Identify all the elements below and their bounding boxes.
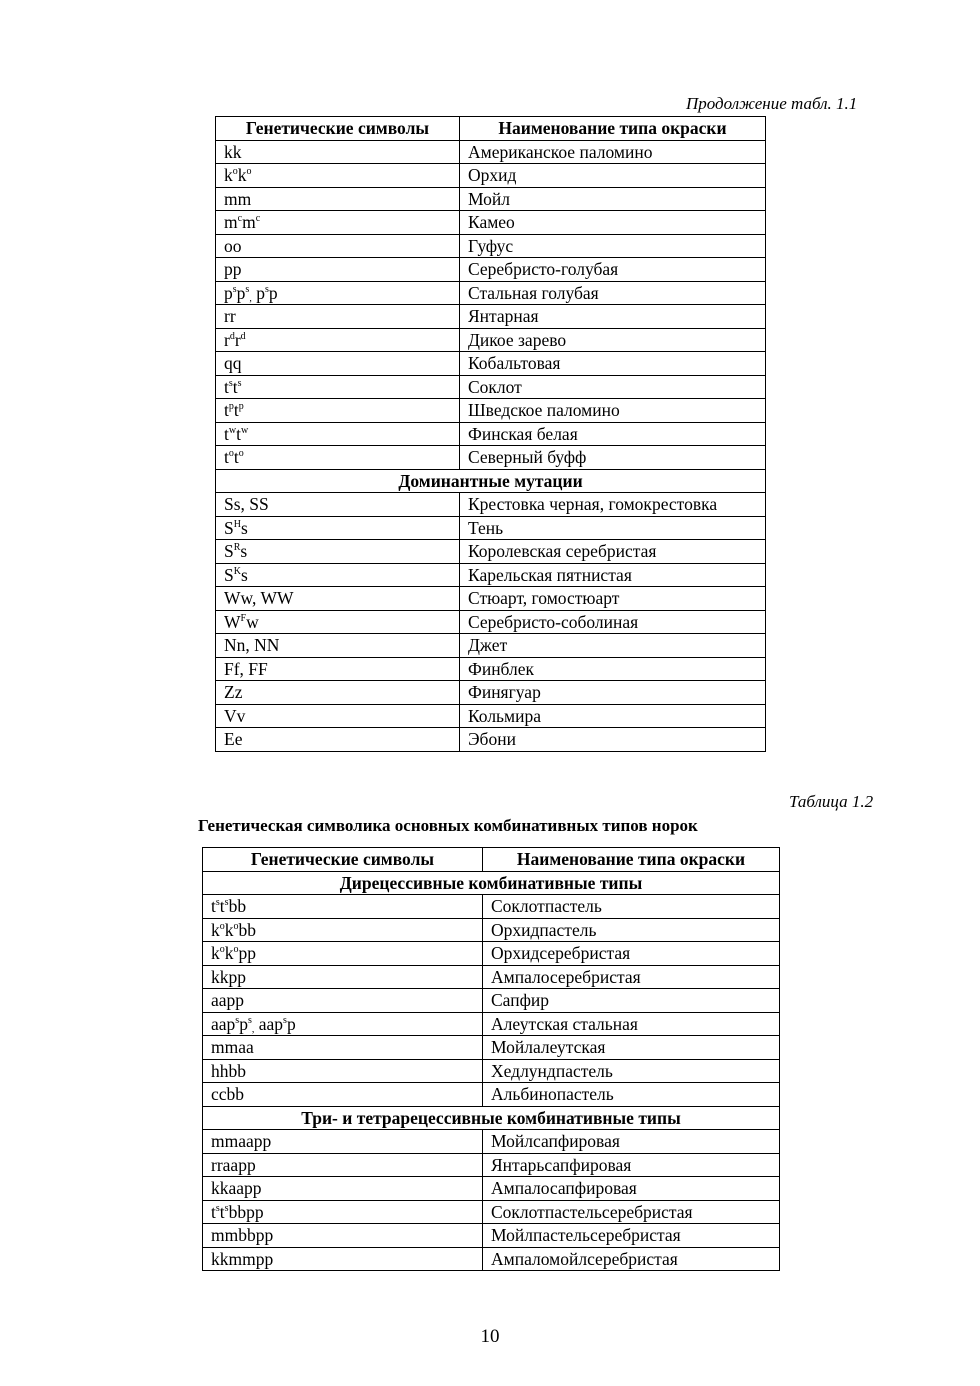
symbol-part: F <box>240 612 247 624</box>
table-row <box>216 704 766 728</box>
table-row <box>203 1083 780 1107</box>
genetic-symbol-cell <box>216 258 460 282</box>
genetic-symbol-cell <box>203 918 483 942</box>
color-name-cell: Эбони <box>460 728 766 752</box>
color-name-cell: Тень <box>460 516 766 540</box>
symbol-part: t <box>236 423 241 444</box>
table2-caption: Таблица 1.2 <box>789 792 874 811</box>
symbol-part: w <box>228 424 237 436</box>
symbol-part: rraapp <box>211 1154 256 1175</box>
genetic-symbol-cell <box>216 704 460 728</box>
symbol-part: Ff, FF <box>224 658 268 679</box>
symbol-part: kk <box>224 141 242 162</box>
table-header-row <box>216 117 766 141</box>
table-row <box>216 187 766 211</box>
symbol-part: bb <box>238 919 256 940</box>
color-name-cell: Алеутская стальная <box>483 1012 780 1036</box>
genetic-symbol-cell <box>216 305 460 329</box>
genetic-symbol-cell <box>203 1130 483 1154</box>
table-section-row <box>203 1106 780 1130</box>
symbol-part: S <box>224 564 234 585</box>
column-header-color-name: Наименование типа окраски <box>483 848 780 872</box>
genetic-symbol-cell <box>216 422 460 446</box>
symbol-part: p <box>239 1013 248 1034</box>
color-name-cell: Финская белая <box>460 422 766 446</box>
color-name-cell: Стальная голубая <box>460 281 766 305</box>
genetic-symbol-cell <box>216 352 460 376</box>
symbol-part: r <box>234 329 241 350</box>
genetic-symbol-cell <box>203 1153 483 1177</box>
symbol-part: k <box>224 943 234 964</box>
symbol-part: s <box>237 377 242 389</box>
table-combinative-types <box>202 847 780 1271</box>
symbol-part: oo <box>224 235 242 256</box>
table-row <box>216 610 766 634</box>
color-name-cell: Орхид <box>460 164 766 188</box>
genetic-symbol-cell <box>203 1200 483 1224</box>
symbol-part: t <box>219 896 225 917</box>
symbol-part: d <box>229 330 235 342</box>
genetic-symbol-cell <box>216 164 460 188</box>
table-row <box>203 895 780 919</box>
color-name-cell: Стюарт, гомостюарт <box>460 587 766 611</box>
symbol-part: Ee <box>224 729 243 750</box>
symbol-part: mm <box>224 188 252 209</box>
color-name-cell: Мойлсапфировая <box>483 1130 780 1154</box>
table-row <box>216 258 766 282</box>
symbol-part: p <box>236 282 246 303</box>
table2-title: Генетическая символика основных комбинативных типов норок <box>198 816 698 835</box>
symbol-part: Zz <box>224 682 243 703</box>
genetic-symbol-cell <box>216 140 460 164</box>
table-row <box>216 234 766 258</box>
color-name-cell: Северный буфф <box>460 446 766 470</box>
symbol-part: t <box>224 400 229 421</box>
genetic-symbol-cell <box>216 610 460 634</box>
symbol-part: c <box>237 213 243 225</box>
color-name-cell: Соклотпастельсеребристая <box>483 1200 780 1224</box>
genetic-symbol-cell <box>216 187 460 211</box>
table-row <box>203 1130 780 1154</box>
color-name-cell: Кольмира <box>460 704 766 728</box>
genetic-symbol-cell <box>203 989 483 1013</box>
symbol-part: t <box>233 400 239 421</box>
genetic-symbol-cell <box>216 681 460 705</box>
genetic-symbol-cell <box>216 281 460 305</box>
section-heading: Доминантные мутации <box>216 469 766 493</box>
symbol-part: s <box>240 564 248 585</box>
color-name-cell: Карельская пятнистая <box>460 563 766 587</box>
color-name-cell: Соклот <box>460 375 766 399</box>
symbol-part: qq <box>224 353 242 374</box>
genetic-symbol-cell <box>203 895 483 919</box>
genetic-symbol-cell <box>216 634 460 658</box>
genetic-symbol-cell <box>203 1059 483 1083</box>
table-color-types <box>215 116 766 752</box>
symbol-part: k <box>237 165 247 186</box>
symbol-part: t <box>211 896 216 917</box>
color-name-cell: Американское паломино <box>460 140 766 164</box>
symbol-part: k <box>211 943 220 964</box>
table1-caption: Продолжение табл. 1.1 <box>686 94 858 113</box>
genetic-symbol-cell <box>203 942 483 966</box>
symbol-part: K <box>233 565 241 577</box>
color-name-cell: Мойлпастельсеребристая <box>483 1224 780 1248</box>
symbol-part: o <box>238 448 244 460</box>
symbol-part: w <box>246 611 259 632</box>
symbol-part: r <box>224 329 230 350</box>
table-row <box>203 1036 780 1060</box>
symbol-part: , <box>251 1023 255 1035</box>
symbol-part: s <box>232 283 237 295</box>
symbol-part: s <box>215 897 220 909</box>
table-section-row <box>216 469 766 493</box>
symbol-part: t <box>224 447 229 468</box>
genetic-symbol-cell <box>216 234 460 258</box>
symbol-part: o <box>246 166 252 178</box>
symbol-part: t <box>233 447 239 468</box>
symbol-part: t <box>224 423 229 444</box>
symbol-part: s <box>283 1014 287 1026</box>
table-row <box>216 446 766 470</box>
color-name-cell: Ампалосеребристая <box>483 965 780 989</box>
color-name-cell: Финблек <box>460 657 766 681</box>
table-row <box>216 493 766 517</box>
genetic-symbol-cell <box>216 587 460 611</box>
symbol-part: kkpp <box>211 966 246 987</box>
symbol-part: Vv <box>224 705 246 726</box>
symbol-part: Nn, NN <box>224 635 280 656</box>
symbol-part: p <box>268 282 278 303</box>
table-row <box>216 399 766 423</box>
symbol-part: t <box>211 1201 216 1222</box>
color-name-cell: Орхидпастель <box>483 918 780 942</box>
symbol-part: R <box>233 542 241 554</box>
genetic-symbol-cell <box>203 1083 483 1107</box>
symbol-part: aap <box>254 1013 284 1034</box>
table-row <box>203 965 780 989</box>
table-row <box>203 1059 780 1083</box>
genetic-symbol-cell <box>203 1012 483 1036</box>
symbol-part: k <box>224 919 234 940</box>
symbol-part: t <box>224 376 229 397</box>
symbol-part: rr <box>224 306 236 327</box>
genetic-symbol-cell <box>216 728 460 752</box>
symbol-part: aap <box>211 1013 236 1034</box>
genetic-symbol-cell <box>216 375 460 399</box>
color-name-cell: Кобальтовая <box>460 352 766 376</box>
genetic-symbol-cell <box>216 446 460 470</box>
table-section-row <box>203 871 780 895</box>
color-name-cell: Серебристо-голубая <box>460 258 766 282</box>
table-row <box>216 328 766 352</box>
genetic-symbol-cell <box>203 1036 483 1060</box>
symbol-part: W <box>224 611 241 632</box>
column-header-symbols: Генетические символы <box>216 117 460 141</box>
genetic-symbol-cell <box>216 493 460 517</box>
table-row <box>203 1200 780 1224</box>
genetic-symbol-cell <box>203 1247 483 1271</box>
table-row <box>216 164 766 188</box>
color-name-cell: Королевская серебристая <box>460 540 766 564</box>
symbol-part: S <box>224 517 234 538</box>
color-name-cell: Шведское паломино <box>460 399 766 423</box>
genetic-symbol-cell <box>203 1177 483 1201</box>
symbol-part: s <box>240 541 248 562</box>
symbol-part: o <box>232 166 238 178</box>
color-name-cell: Мойлалеутская <box>483 1036 780 1060</box>
color-name-cell: Джет <box>460 634 766 658</box>
symbol-part: mmaapp <box>211 1131 272 1152</box>
symbol-part: , <box>249 292 252 304</box>
genetic-symbol-cell <box>216 516 460 540</box>
table-row <box>216 140 766 164</box>
symbol-part: mmbbpp <box>211 1225 274 1246</box>
symbol-part: ccbb <box>211 1084 245 1105</box>
color-name-cell: Ампаломойлсеребристая <box>483 1247 780 1271</box>
symbol-part: pp <box>224 259 242 280</box>
symbol-part: k <box>211 919 220 940</box>
symbol-part: Ww, WW <box>224 588 294 609</box>
genetic-symbol-cell <box>203 965 483 989</box>
color-name-cell: Янтарьсапфировая <box>483 1153 780 1177</box>
table-row <box>216 375 766 399</box>
table-row <box>216 587 766 611</box>
genetic-symbol-cell <box>216 328 460 352</box>
table-row <box>216 305 766 329</box>
table-row <box>216 563 766 587</box>
color-name-cell: Орхидсеребристая <box>483 942 780 966</box>
symbol-part: t <box>219 1201 225 1222</box>
color-name-cell: Сапфир <box>483 989 780 1013</box>
symbol-part: S <box>224 541 234 562</box>
symbol-part: bbpp <box>228 1201 264 1222</box>
symbol-part: p <box>224 282 233 303</box>
symbol-part: o <box>233 920 239 932</box>
symbol-part: s <box>247 1014 252 1026</box>
symbol-part: p <box>286 1013 296 1034</box>
table-row <box>203 1012 780 1036</box>
symbol-part: p <box>251 282 265 303</box>
color-name-cell: Соклотпастель <box>483 895 780 919</box>
color-name-cell: Альбинопастель <box>483 1083 780 1107</box>
table-row <box>216 634 766 658</box>
color-name-cell: Янтарная <box>460 305 766 329</box>
table-row <box>216 211 766 235</box>
table-row <box>203 1177 780 1201</box>
table-row <box>216 681 766 705</box>
symbol-part: pp <box>238 943 256 964</box>
symbol-part: hhbb <box>211 1060 246 1081</box>
page-number: 10 <box>480 1326 500 1347</box>
symbol-part: o <box>219 944 225 956</box>
symbol-part: s <box>235 1014 240 1026</box>
table-header-row <box>203 848 780 872</box>
symbol-part: s <box>264 283 269 295</box>
symbol-part: s <box>245 283 250 295</box>
symbol-part: mmaa <box>211 1037 254 1058</box>
symbol-part: s <box>228 377 233 389</box>
table-row <box>216 657 766 681</box>
symbol-part: aapp <box>211 990 245 1011</box>
symbol-part: Ss, SS <box>224 494 269 515</box>
column-header-symbols: Генетические символы <box>203 848 483 872</box>
symbol-part: s <box>224 1202 229 1214</box>
color-name-cell: Гуфус <box>460 234 766 258</box>
symbol-part: o <box>233 944 239 956</box>
symbol-part: o <box>228 448 234 460</box>
genetic-symbol-cell <box>216 657 460 681</box>
table-row <box>203 918 780 942</box>
table-row <box>203 1247 780 1271</box>
symbol-part: s <box>215 1202 220 1214</box>
genetic-symbol-cell <box>203 1224 483 1248</box>
symbol-part: kkmmpp <box>211 1248 274 1269</box>
symbol-part: s <box>240 517 248 538</box>
symbol-part: kkaapp <box>211 1178 262 1199</box>
symbol-part: w <box>240 424 249 436</box>
table-row <box>216 516 766 540</box>
symbol-part: p <box>228 401 234 413</box>
table-row <box>216 422 766 446</box>
column-header-color-name: Наименование типа окраски <box>460 117 766 141</box>
table-row <box>216 352 766 376</box>
genetic-symbol-cell <box>216 563 460 587</box>
symbol-part: m <box>224 212 238 233</box>
table-row <box>203 942 780 966</box>
table-row <box>216 540 766 564</box>
color-name-cell: Хедлундпастель <box>483 1059 780 1083</box>
color-name-cell: Мойл <box>460 187 766 211</box>
symbol-part: p <box>238 401 244 413</box>
color-name-cell: Крестовка черная, гомокрестовка <box>460 493 766 517</box>
table-row <box>216 728 766 752</box>
symbol-part: bb <box>228 896 247 917</box>
color-name-cell: Серебристо-соболиная <box>460 610 766 634</box>
color-name-cell: Дикое зарево <box>460 328 766 352</box>
symbol-part: m <box>242 212 256 233</box>
table-row <box>216 281 766 305</box>
symbol-part: H <box>233 518 241 530</box>
symbol-part: o <box>219 920 225 932</box>
table-row <box>203 989 780 1013</box>
symbol-part: t <box>232 376 238 397</box>
color-name-cell: Ампалосапфировая <box>483 1177 780 1201</box>
color-name-cell: Финягуар <box>460 681 766 705</box>
section-heading: Три- и тетрарецессивные комбинативные типы <box>203 1106 780 1130</box>
symbol-part: k <box>224 165 233 186</box>
table-row <box>203 1224 780 1248</box>
genetic-symbol-cell <box>216 399 460 423</box>
section-heading: Дирецессивные комбинативные типы <box>203 871 780 895</box>
symbol-part: d <box>240 330 246 342</box>
genetic-symbol-cell <box>216 540 460 564</box>
symbol-part: c <box>255 213 261 225</box>
symbol-part: s <box>224 897 229 909</box>
genetic-symbol-cell <box>216 211 460 235</box>
color-name-cell: Камео <box>460 211 766 235</box>
table-row <box>203 1153 780 1177</box>
